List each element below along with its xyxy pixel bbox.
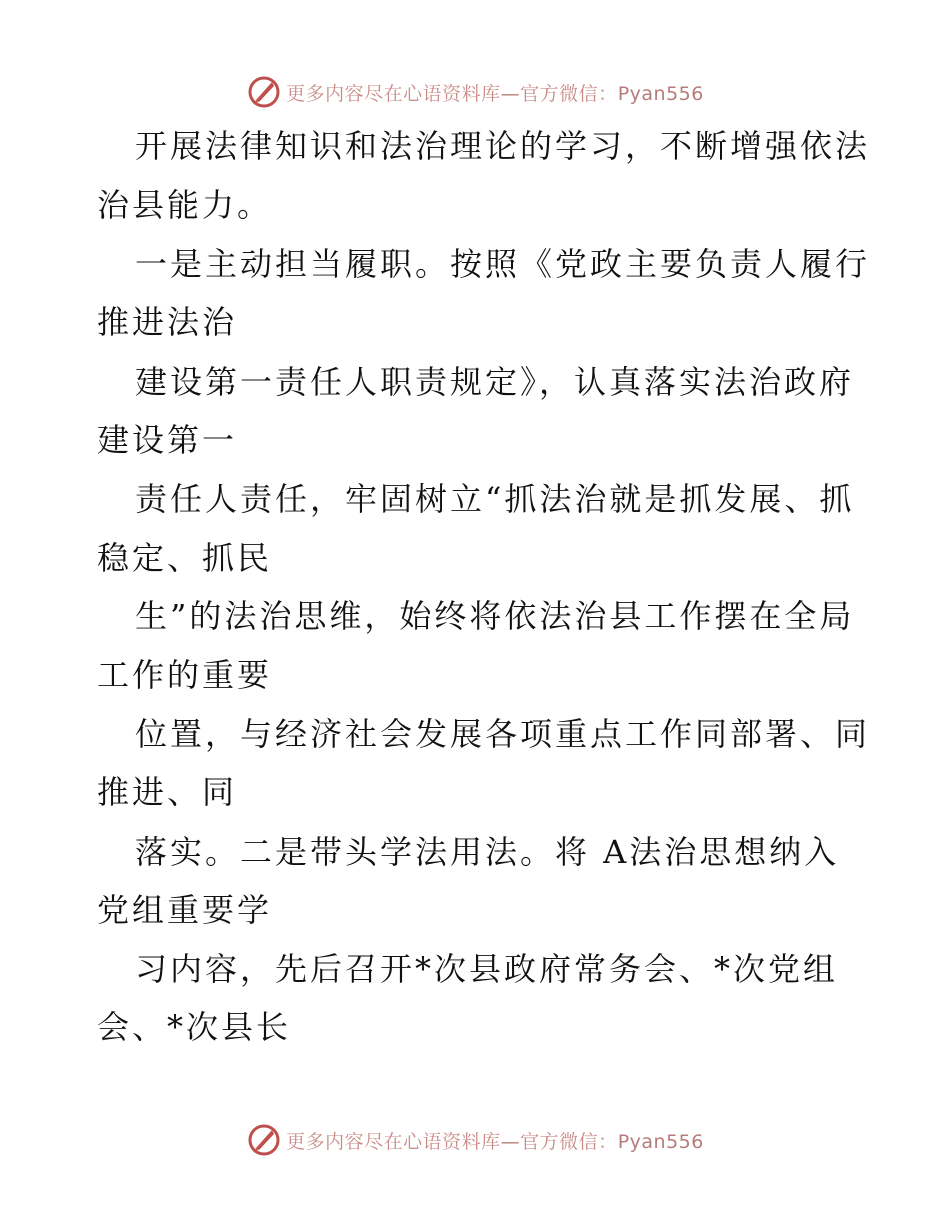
watermark-contact-label: 官方微信： <box>520 1130 618 1153</box>
watermark-text <box>286 1127 704 1154</box>
watermark-contact-id: Pyan556 <box>617 1130 704 1153</box>
watermark-contact-id: Pyan556 <box>617 82 704 105</box>
text-line: 建设第一 <box>97 421 238 459</box>
watermark-separator: — <box>500 1130 521 1153</box>
text-line: 推进法治 <box>97 303 238 341</box>
watermark-contact-label: 官方微信： <box>520 82 618 105</box>
text-line: 开展法律知识和法治理论的学习，不断增强依法 <box>135 127 871 165</box>
text-line: 一是主动担当履职。按照《党政主要负责人履行 <box>135 245 871 283</box>
text-line: 稳定、抓民 <box>97 539 273 577</box>
text-line: 推进、同 <box>97 773 238 811</box>
watermark-brand: 更多内容尽在心语资料库 <box>286 1130 501 1153</box>
text-line: 党组重要学 <box>97 891 273 929</box>
text-line: 生”的法治思维，始终将依法治县工作摆在全局 <box>135 597 855 635</box>
text-line: 习内容，先后召开*次县政府常务会、*次党组 <box>135 950 839 988</box>
text-line: 治县能力。 <box>97 186 273 224</box>
watermark-brand: 更多内容尽在心语资料库 <box>286 82 501 105</box>
footer-watermark <box>0 1120 950 1160</box>
text-line: 落实。二是带头学法用法。将 A法治思想纳入 <box>135 833 840 871</box>
text-line: 建设第一责任人职责规定》，认真落实法治政府 <box>135 363 855 401</box>
text-line: 责任人责任，牢固树立“抓法治就是抓发展、抓 <box>135 480 855 518</box>
text-line: 位置，与经济社会发展各项重点工作同部署、同 <box>135 715 871 753</box>
text-line: 会、*次县长 <box>97 1008 292 1046</box>
text-line: 工作的重要 <box>97 656 273 694</box>
watermark-separator: — <box>500 82 521 105</box>
quill-pen-logo-icon <box>246 1122 282 1158</box>
